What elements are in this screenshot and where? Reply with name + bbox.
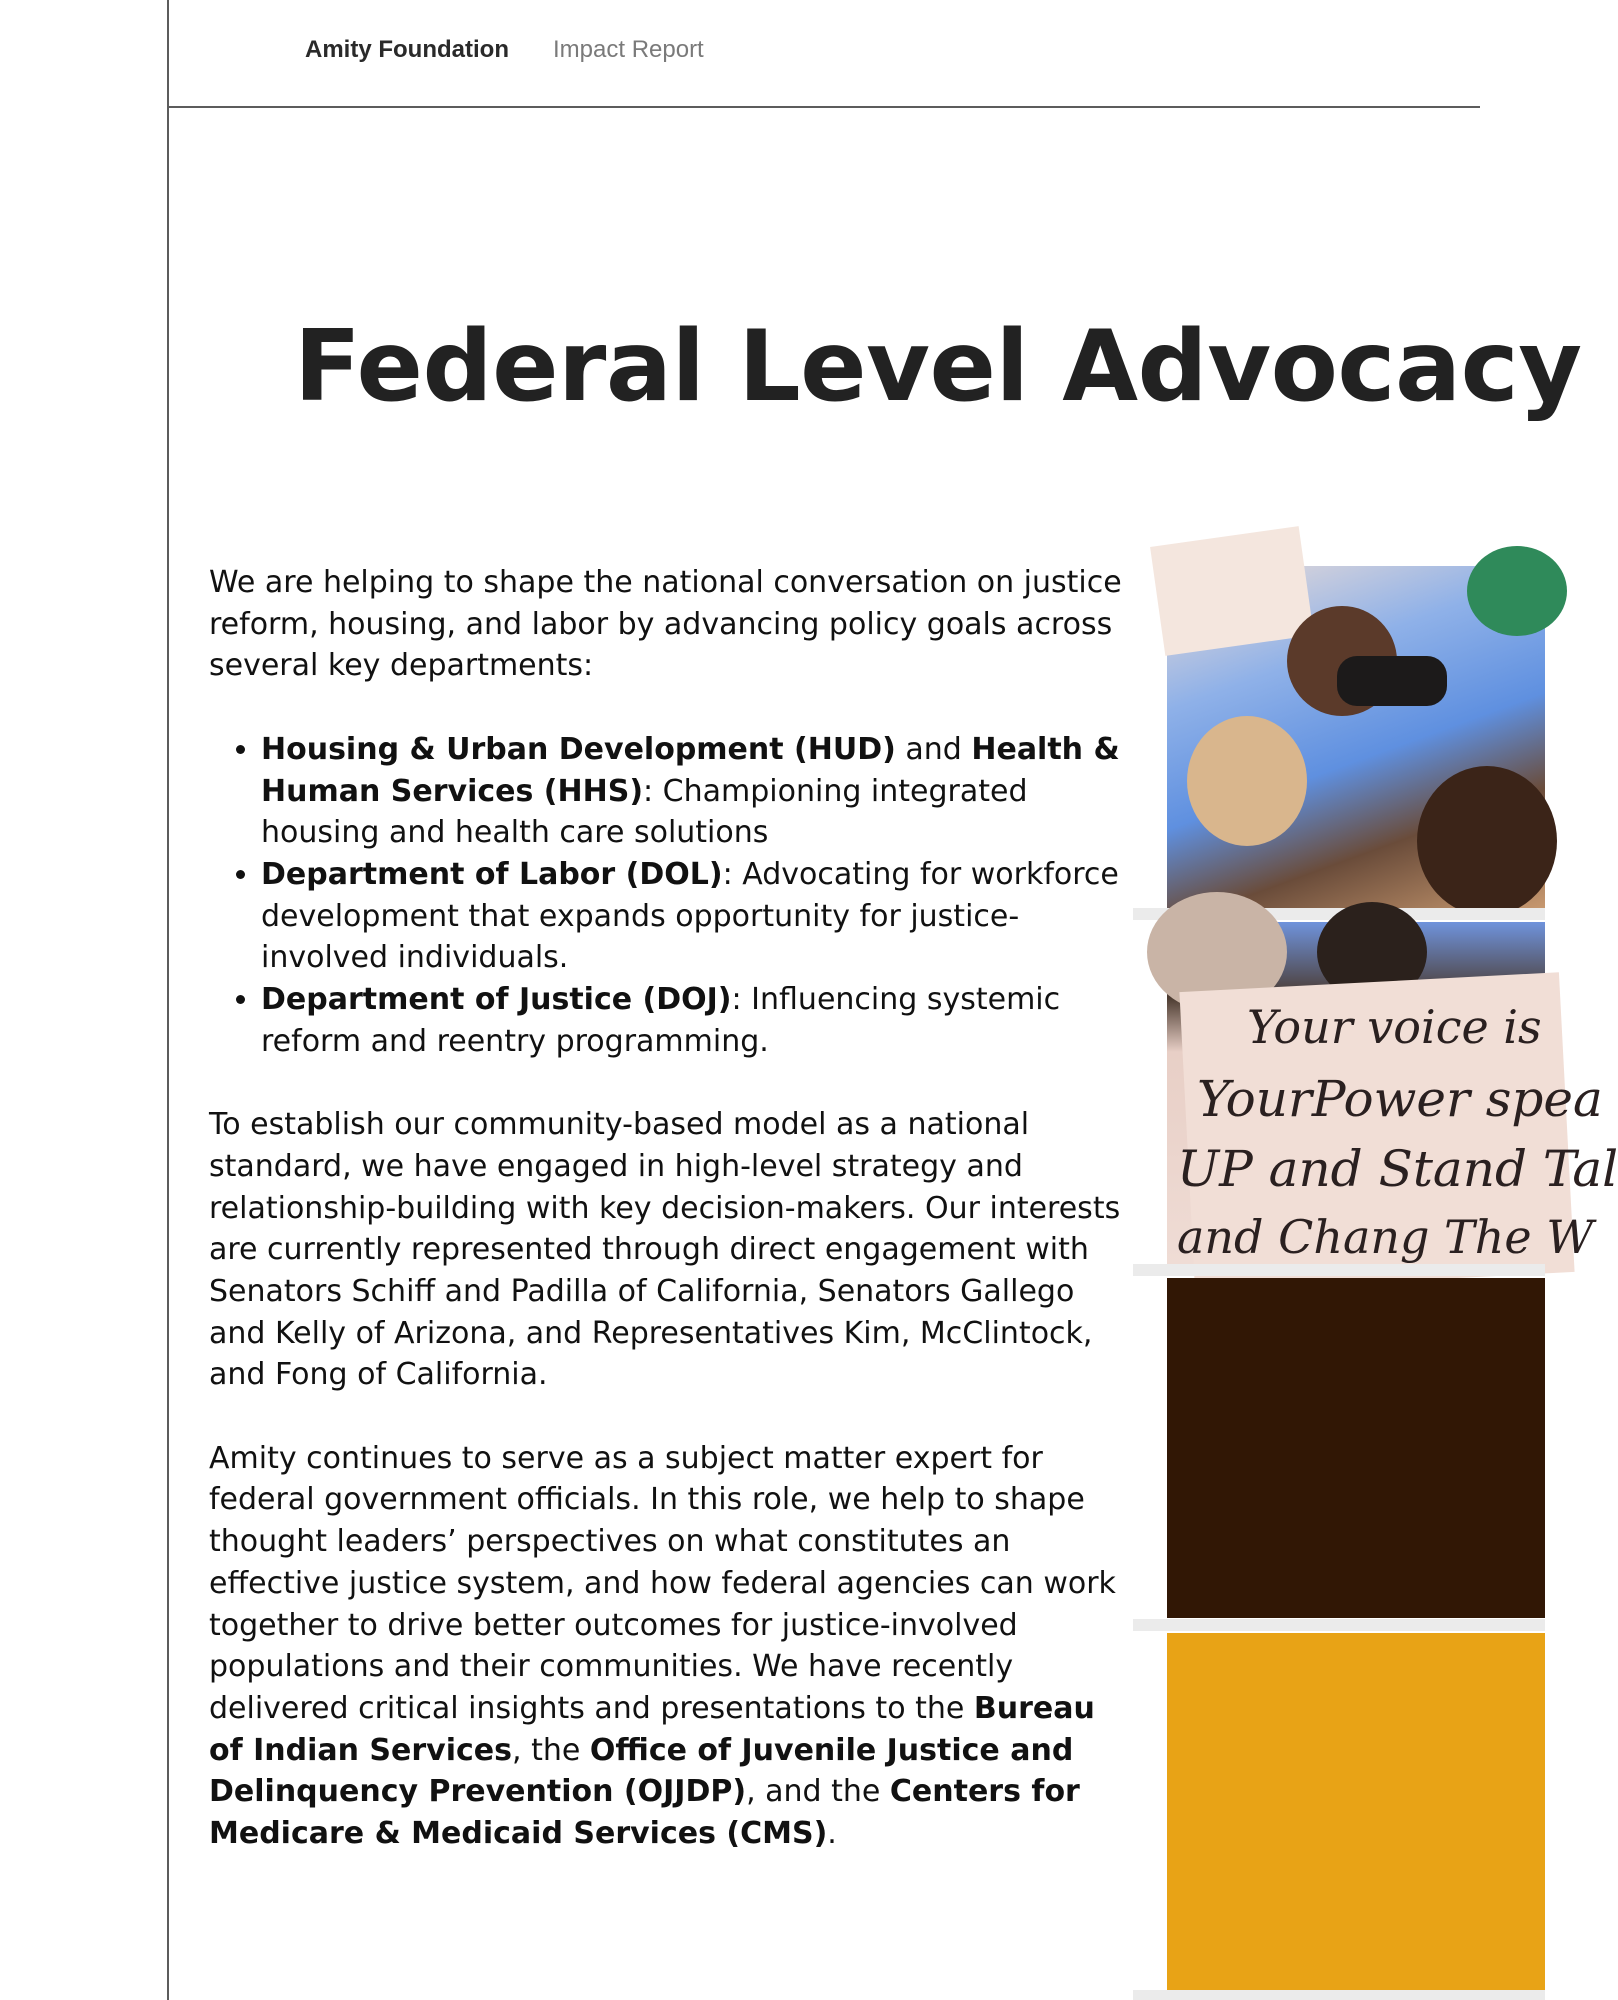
article-body — [209, 562, 1129, 1896]
sign-text-line: Your voice is — [1247, 1000, 1542, 1054]
list-item-text: and — [895, 731, 972, 767]
green-shirt — [1467, 546, 1567, 636]
panel-divider — [1133, 1990, 1545, 2000]
paragraph-text: Amity continues to serve as a subject matter expert for federal government officials. In this role, we help to shape thought leaders’ perspectives on what constitutes an effective justice system, and how federal agencies can work together to drive better outcomes for justice-involved populations and their communities. We have recently delivered critical insights and presentations to the — [209, 1440, 1116, 1726]
paragraph-text: , the — [512, 1732, 590, 1768]
sign-text-line: and Chang The W — [1177, 1210, 1594, 1264]
list-item-text: : Influencing systemic reform and reentry programming. — [261, 982, 1061, 1059]
sign-text-line: UP and Stand Tal — [1177, 1140, 1618, 1198]
list-item-bold: Department of Justice (DOJ) — [261, 982, 732, 1018]
list-item — [261, 979, 1129, 1062]
engagement-paragraph: To establish our community-based model as a national standard, we have engaged in high-level strategy and relationship-building with key decision-makers. Our interests are currently represented through direct engagement with Senators Schiff and Padilla of California, Senators Gallego and Kelly of Arizona, and Representatives Kim, McClintock, and Fong of California. — [209, 1107, 1121, 1393]
page-title: Federal Level Advocacy — [294, 310, 1582, 424]
paragraph-text: , and the — [746, 1774, 890, 1810]
brand-name: Amity Foundation — [305, 36, 509, 63]
list-item — [261, 854, 1129, 979]
list-item-text: : Advocating for workforce development that expands opportunity for justice-involved individuals. — [261, 856, 1119, 976]
protest-sign-photo — [1167, 922, 1618, 1264]
panel-divider — [1133, 1264, 1545, 1276]
list-item-bold: Housing & Urban Development (HUD) — [261, 731, 896, 767]
list-item — [261, 729, 1129, 854]
sign-corner — [1150, 526, 1314, 656]
sunglasses — [1337, 656, 1447, 706]
left-margin-rule — [167, 0, 169, 2000]
paragraph-text: . — [827, 1816, 837, 1852]
org-name: Centers for Medicare & Medicaid Services (CMS) — [209, 1774, 1080, 1852]
panel-divider — [1133, 1619, 1545, 1631]
department-list — [209, 729, 1129, 1063]
list-item-bold: Health & Human Services (HHS) — [261, 731, 1120, 809]
list-item-bold: Department of Labor (DOL) — [261, 856, 723, 892]
person-head — [1187, 716, 1307, 846]
person-head — [1417, 766, 1557, 916]
org-name: Bureau of Indian Services — [209, 1690, 1095, 1768]
section-label: Impact Report — [553, 36, 704, 63]
group-photo-circle — [1167, 566, 1545, 908]
page-header — [169, 0, 1480, 108]
list-item-text: : Championing integrated housing and health care solutions — [261, 773, 1028, 851]
gold-block — [1167, 1633, 1545, 1990]
org-name: Office of Juvenile Justice and Delinquency Prevention (OJJDP) — [209, 1732, 1074, 1810]
dark-brown-block — [1167, 1278, 1545, 1618]
sign-text-line: YourPower spea — [1197, 1070, 1603, 1128]
intro-paragraph: We are helping to shape the national conversation on justice reform, housing, and labor by advancing policy goals across several key departments: — [209, 565, 1122, 684]
expert-paragraph — [209, 1438, 1129, 1855]
